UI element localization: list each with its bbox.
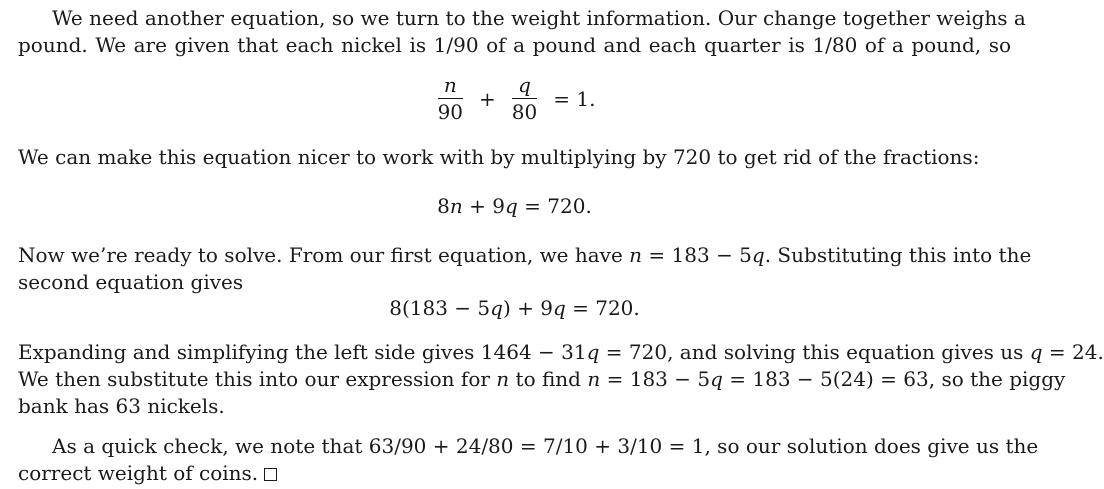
- text-run: . Substituting this into the: [764, 243, 1032, 267]
- equation-substituted: [0, 296, 1029, 320]
- math-variable: q: [710, 367, 723, 391]
- paragraph-3-line-2: second equation gives: [18, 270, 244, 294]
- text-run: = 183 − 5(24) = 63, so the piggy: [722, 367, 1066, 391]
- fraction-quarters: [506, 74, 543, 123]
- fraction-numerator: n: [438, 74, 463, 99]
- qed-square-icon: [264, 468, 277, 481]
- fraction-nickels: [432, 74, 469, 123]
- math-variable: q: [751, 243, 765, 267]
- math-term: 8: [437, 194, 450, 218]
- text-run: We then substitute this into our expression for: [18, 367, 497, 391]
- math-variable: n: [496, 367, 510, 391]
- paragraph-1-line-1: We need another equation, so we turn to the weight information. Our change together weighs a: [52, 6, 1026, 30]
- math-variable: q: [505, 194, 518, 218]
- math-term: ) + 9: [502, 296, 553, 320]
- text-run: Expanding and simplifying the left side gives 1464 − 31: [18, 340, 587, 364]
- text-run: to find: [509, 367, 588, 391]
- math-term: = 720.: [565, 296, 640, 320]
- math-variable: n: [629, 243, 643, 267]
- math-variable: n: [587, 367, 601, 391]
- paragraph-5-line-1: As a quick check, we note that 63/90 + 24/80 = 7/10 + 3/10 = 1, so our solution does give us the: [52, 434, 1039, 458]
- math-variable: q: [586, 340, 600, 364]
- equation-weight: [0, 74, 1029, 123]
- math-variable: q: [552, 296, 566, 320]
- paragraph-4-line-1: [18, 340, 1104, 364]
- math-term: + 9: [462, 194, 505, 218]
- text-run: = 24.: [1042, 340, 1104, 364]
- fraction-denominator: 80: [511, 100, 538, 124]
- paragraph-5-line-2: [18, 461, 1011, 485]
- math-variable: q: [490, 296, 503, 320]
- equation-cleared: [0, 194, 1029, 218]
- paragraph-3-line-1: [18, 243, 1032, 267]
- math-term: = 720.: [517, 194, 592, 218]
- fraction-numerator: q: [512, 74, 537, 99]
- plus-sign: +: [479, 86, 496, 111]
- text-run: = 183 − 5: [642, 243, 752, 267]
- equation-rhs: = 1.: [553, 86, 596, 111]
- text-run: correct weight of coins.: [18, 461, 259, 485]
- paragraph-4-line-2: [18, 367, 1066, 391]
- text-run: = 720, and solving this equation gives us: [599, 340, 1030, 364]
- math-variable: q: [1029, 340, 1043, 364]
- text-run: Now we’re ready to solve. From our first equation, we have: [18, 243, 630, 267]
- paragraph-4-line-3: bank has 63 nickels.: [18, 394, 225, 418]
- fraction-denominator: 90: [437, 100, 464, 124]
- text-run: = 183 − 5: [600, 367, 711, 391]
- paragraph-1-line-2: pound. We are given that each nickel is 1/90 of a pound and each quarter is 1/80 of a pound, so: [18, 33, 1011, 57]
- math-variable: n: [449, 194, 463, 218]
- paragraph-2-line-1: We can make this equation nicer to work with by multiplying by 720 to get rid of the fractions:: [18, 145, 980, 169]
- math-term: 8(183 − 5: [389, 296, 491, 320]
